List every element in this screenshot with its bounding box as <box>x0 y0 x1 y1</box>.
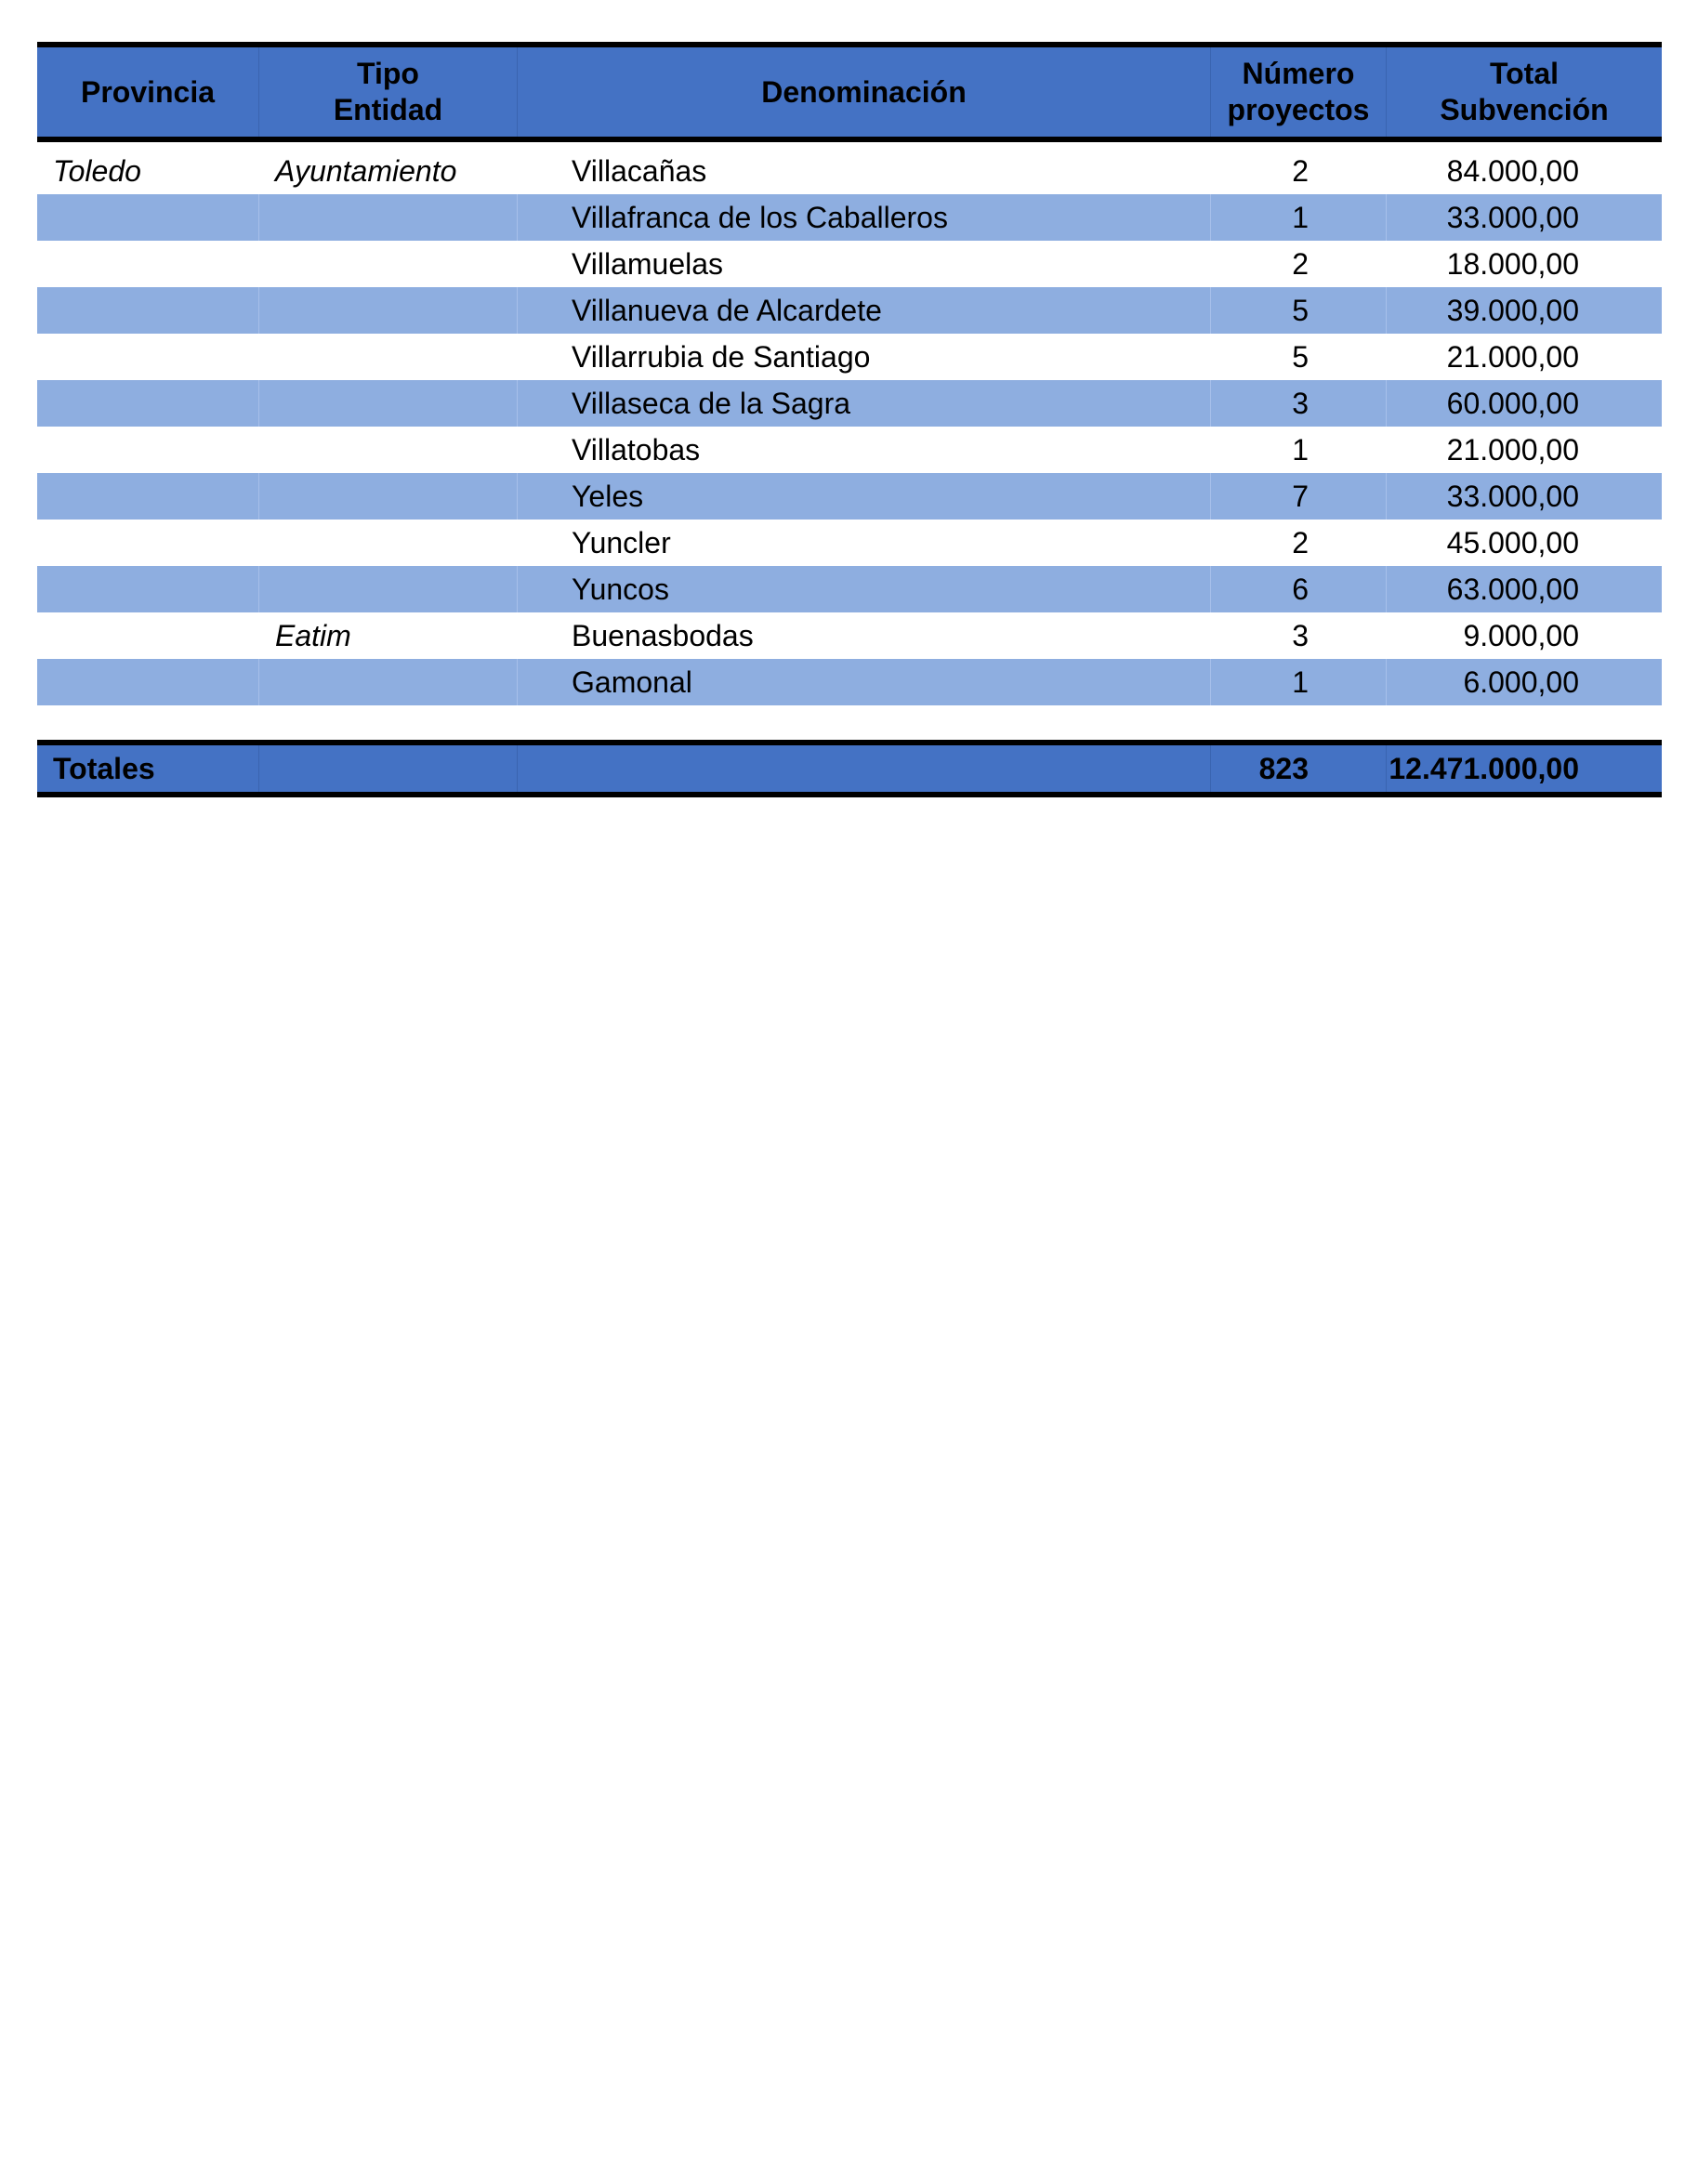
header-total-line2: Subvención <box>1440 93 1609 126</box>
cell-tipo-entidad <box>259 287 518 334</box>
cell-tipo-entidad <box>259 659 518 705</box>
table-row <box>37 194 1662 241</box>
cell-total-subvencion: 63.000,00 <box>1446 572 1579 606</box>
table-row <box>37 380 1662 427</box>
cell-total-subvencion: 84.000,00 <box>1446 154 1579 188</box>
table-row <box>37 612 1662 659</box>
cell-provincia <box>37 659 259 705</box>
totals-row <box>37 740 1662 797</box>
cell-denominacion: Buenasbodas <box>518 612 1211 659</box>
cell-tipo-entidad <box>259 241 518 287</box>
header-total-line1: Total <box>1489 57 1560 90</box>
cell-numero-proyectos: 2 <box>1211 148 1387 194</box>
cell-denominacion: Villaseca de la Sagra <box>518 380 1211 427</box>
totals-total: 12.471.000,00 <box>1389 752 1579 785</box>
cell-total-subvencion: 6.000,00 <box>1463 665 1579 699</box>
cell-provincia <box>37 380 259 427</box>
table-row <box>37 473 1662 520</box>
cell-tipo-entidad <box>259 380 518 427</box>
header-numero-line1: Número <box>1242 57 1355 90</box>
cell-denominacion: Villanueva de Alcardete <box>518 287 1211 334</box>
cell-numero-proyectos: 1 <box>1211 659 1387 705</box>
cell-numero-proyectos: 3 <box>1211 612 1387 659</box>
cell-provincia <box>37 287 259 334</box>
cell-numero-proyectos: 6 <box>1211 566 1387 612</box>
cell-numero-proyectos: 2 <box>1211 241 1387 287</box>
cell-total-subvencion: 39.000,00 <box>1446 294 1579 327</box>
totals-label: Totales <box>37 745 259 792</box>
totals-empty-tipo <box>259 745 518 792</box>
table-row <box>37 520 1662 566</box>
cell-provincia <box>37 566 259 612</box>
table-row <box>37 334 1662 380</box>
cell-provincia: Toledo <box>37 148 259 194</box>
cell-total-subvencion: 45.000,00 <box>1446 526 1579 559</box>
cell-denominacion: Yeles <box>518 473 1211 520</box>
header-numero-proyectos <box>1211 47 1387 137</box>
table-row <box>37 659 1662 705</box>
header-tipo-line2: Entidad <box>333 93 443 126</box>
cell-total-subvencion: 21.000,00 <box>1446 340 1579 374</box>
cell-total-subvencion: 9.000,00 <box>1463 619 1579 652</box>
cell-denominacion: Yuncler <box>518 520 1211 566</box>
cell-tipo-entidad: Eatim <box>259 612 518 659</box>
table-row <box>37 566 1662 612</box>
cell-tipo-entidad <box>259 473 518 520</box>
cell-tipo-entidad: Ayuntamiento <box>259 148 518 194</box>
cell-provincia <box>37 241 259 287</box>
header-provincia: Provincia <box>37 47 259 137</box>
header-total-subvencion <box>1387 47 1662 137</box>
table-row <box>37 427 1662 473</box>
cell-denominacion: Villarrubia de Santiago <box>518 334 1211 380</box>
header-denominacion: Denominación <box>518 47 1211 137</box>
cell-total-subvencion: 18.000,00 <box>1446 247 1579 281</box>
cell-numero-proyectos: 1 <box>1211 194 1387 241</box>
cell-provincia <box>37 194 259 241</box>
cell-numero-proyectos: 1 <box>1211 427 1387 473</box>
cell-numero-proyectos: 2 <box>1211 520 1387 566</box>
cell-provincia <box>37 473 259 520</box>
header-tipo-entidad <box>259 47 518 137</box>
cell-tipo-entidad <box>259 566 518 612</box>
cell-provincia <box>37 334 259 380</box>
cell-tipo-entidad <box>259 520 518 566</box>
cell-tipo-entidad <box>259 427 518 473</box>
cell-numero-proyectos: 7 <box>1211 473 1387 520</box>
cell-denominacion: Villafranca de los Caballeros <box>518 194 1211 241</box>
table-row <box>37 148 1662 194</box>
cell-total-subvencion: 33.000,00 <box>1446 201 1579 234</box>
header-tipo-line1: Tipo <box>357 57 419 90</box>
totals-empty-denominacion <box>518 745 1211 792</box>
cell-provincia <box>37 612 259 659</box>
table-row <box>37 241 1662 287</box>
table-header <box>37 42 1662 142</box>
cell-tipo-entidad <box>259 194 518 241</box>
cell-provincia <box>37 427 259 473</box>
cell-tipo-entidad <box>259 334 518 380</box>
table-body <box>37 148 1662 705</box>
totals-numero: 823 <box>1211 745 1387 792</box>
cell-total-subvencion: 60.000,00 <box>1446 387 1579 420</box>
cell-denominacion: Villatobas <box>518 427 1211 473</box>
cell-numero-proyectos: 5 <box>1211 287 1387 334</box>
cell-denominacion: Villamuelas <box>518 241 1211 287</box>
table-row <box>37 287 1662 334</box>
cell-denominacion: Gamonal <box>518 659 1211 705</box>
header-numero-line2: proyectos <box>1227 93 1370 126</box>
cell-provincia <box>37 520 259 566</box>
cell-denominacion: Yuncos <box>518 566 1211 612</box>
cell-numero-proyectos: 3 <box>1211 380 1387 427</box>
cell-total-subvencion: 21.000,00 <box>1446 433 1579 467</box>
cell-denominacion: Villacañas <box>518 148 1211 194</box>
cell-total-subvencion: 33.000,00 <box>1446 480 1579 513</box>
cell-numero-proyectos: 5 <box>1211 334 1387 380</box>
